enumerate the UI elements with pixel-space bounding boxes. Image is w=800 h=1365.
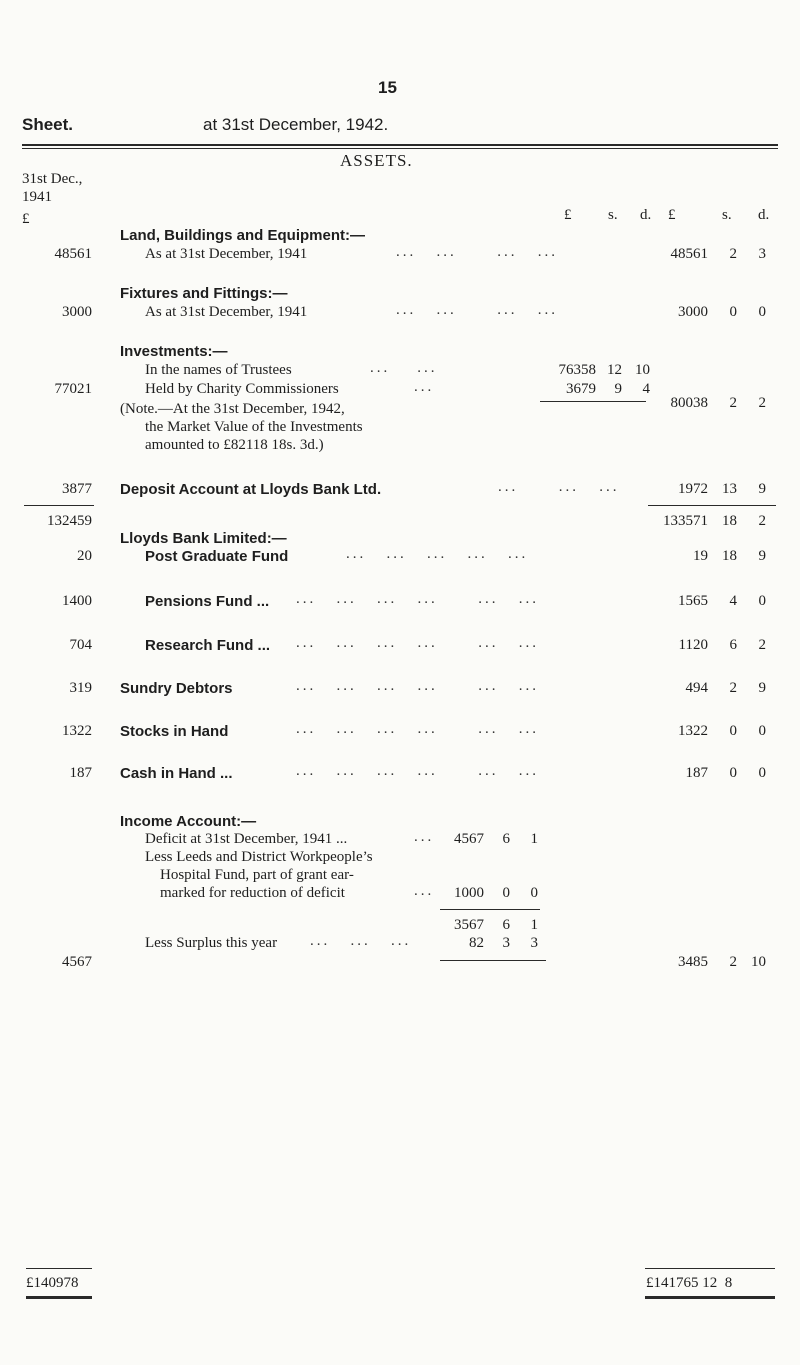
sundry-prior: 319 — [69, 680, 92, 696]
investments-heading: Investments:— — [120, 343, 228, 360]
fixtures-pence: 0 — [758, 304, 766, 320]
prior-grand-total: £140978 — [26, 1275, 79, 1291]
post-graduate-prior: 20 — [77, 548, 92, 564]
pensions-pounds: 1565 — [678, 593, 708, 609]
sundry-pence: 9 — [758, 680, 766, 696]
sundry-shillings: 2 — [729, 680, 737, 696]
cash-shillings: 0 — [729, 765, 737, 781]
mid-pound-heading: £ — [564, 207, 572, 223]
investments-rule — [540, 401, 646, 402]
income-less-pounds: 1000 — [454, 885, 484, 901]
pensions-shillings: 4 — [729, 593, 737, 609]
right-pound-heading: £ — [668, 207, 676, 223]
investments-note-line-2: the Market Value of the Investments — [145, 419, 363, 435]
investments-trustees-pence: 10 — [635, 362, 650, 378]
income-prior: 4567 — [62, 954, 92, 970]
fixtures-prior: 3000 — [62, 304, 92, 320]
cash-pence: 0 — [758, 765, 766, 781]
header-rule — [22, 144, 778, 146]
prior-year-heading: 31st Dec., — [22, 171, 83, 187]
stocks-shillings: 0 — [729, 723, 737, 739]
deposit-shillings: 13 — [722, 481, 737, 497]
income-deficit-label: Deficit at 31st December, 1941 ... — [145, 831, 348, 847]
research-pence: 2 — [758, 637, 766, 653]
income-less-line-3: marked for reduction of deficit — [160, 885, 345, 901]
stocks-prior: 1322 — [62, 723, 92, 739]
stocks-pence: 0 — [758, 723, 766, 739]
land-line: As at 31st December, 1941 — [145, 246, 308, 262]
investments-total-shillings: 2 — [729, 395, 737, 411]
right-shillings-heading: s. — [722, 207, 732, 223]
prior-total-rule-top — [26, 1268, 92, 1269]
research-prior: 704 — [69, 637, 92, 653]
sundry-label: Sundry Debtors — [120, 680, 233, 697]
income-heading: Income Account:— — [120, 813, 257, 830]
income-total-pounds: 3485 — [678, 954, 708, 970]
post-graduate-label: Post Graduate Fund — [145, 548, 289, 565]
investments-note-line-3: amounted to £82118 18s. 3d.) — [145, 437, 324, 453]
grand-total-rule-bottom — [645, 1296, 775, 1299]
prior-total-rule-bottom — [26, 1296, 92, 1299]
page-number: 15 — [378, 78, 397, 97]
subtotal-pence: 2 — [758, 513, 766, 529]
income-deficit-pence: 1 — [530, 831, 538, 847]
income-total-rule — [440, 960, 546, 961]
mid-pence-heading: d. — [640, 207, 652, 223]
sundry-pounds: 494 — [685, 680, 708, 696]
fixtures-heading: Fixtures and Fittings:— — [120, 285, 288, 302]
section-title: ASSETS. — [340, 151, 413, 170]
subtotal-prior: 132459 — [47, 513, 92, 529]
subtotal-shillings: 18 — [722, 513, 737, 529]
fixtures-pounds: 3000 — [678, 304, 708, 320]
income-net-rule — [440, 909, 540, 910]
income-deficit-pounds: 4567 — [454, 831, 484, 847]
investments-charity-label: Held by Charity Commissioners — [145, 381, 339, 397]
right-pence-heading: d. — [758, 207, 770, 223]
income-surplus-pounds: 82 — [469, 935, 484, 951]
income-total-shillings: 2 — [729, 954, 737, 970]
land-shillings: 2 — [729, 246, 737, 262]
income-deficit-shillings: 6 — [502, 831, 510, 847]
prior-subtotal-rule — [24, 505, 94, 506]
investments-note-line-1: (Note.—At the 31st December, 1942, — [120, 401, 345, 417]
income-less-pence: 0 — [530, 885, 538, 901]
land-pence: 3 — [758, 246, 766, 262]
deposit-pence: 9 — [758, 481, 766, 497]
post-graduate-pounds: 19 — [693, 548, 708, 564]
income-surplus-shillings: 3 — [502, 935, 510, 951]
cash-label: Cash in Hand ... — [120, 765, 233, 782]
income-net-pounds: 3567 — [454, 917, 484, 933]
research-pounds: 1120 — [678, 637, 708, 653]
sheet-title: Sheet. — [22, 115, 74, 134]
fixtures-shillings: 0 — [729, 304, 737, 320]
grand-total: £141765 12 8 — [646, 1275, 733, 1291]
grand-total-rule-top — [645, 1268, 775, 1269]
post-graduate-shillings: 18 — [722, 548, 737, 564]
research-label: Research Fund ... — [145, 637, 271, 654]
investments-total-pounds: 80038 — [670, 395, 708, 411]
deposit-pounds: 1972 — [678, 481, 708, 497]
subtotal-pounds: 133571 — [663, 513, 708, 529]
land-prior: 48561 — [54, 246, 92, 262]
investments-total-pence: 2 — [758, 395, 766, 411]
prior-year-heading-year: 1941 — [22, 189, 52, 205]
land-pounds: 48561 — [670, 246, 708, 262]
income-surplus-pence: 3 — [530, 935, 538, 951]
income-less-shillings: 0 — [502, 885, 510, 901]
sheet-subtitle: at 31st December, 1942. — [203, 115, 389, 134]
investments-prior: 77021 — [54, 381, 92, 397]
land-heading: Land, Buildings and Equipment:— — [120, 227, 365, 244]
income-net-pence: 1 — [530, 917, 538, 933]
mid-shillings-heading: s. — [608, 207, 618, 223]
investments-trustees-label: In the names of Trustees — [145, 362, 292, 378]
research-shillings: 6 — [729, 637, 737, 653]
cash-pounds: 187 — [685, 765, 708, 781]
income-less-line-2: Hospital Fund, part of grant ear- — [160, 867, 354, 883]
investments-trustees-shillings: 12 — [607, 362, 622, 378]
pensions-prior: 1400 — [62, 593, 92, 609]
fixtures-line: As at 31st December, 1941 — [145, 304, 308, 320]
deposit-prior: 3877 — [62, 481, 92, 497]
prior-year-currency: £ — [22, 211, 30, 227]
pensions-pence: 0 — [758, 593, 766, 609]
investments-charity-pounds: 3679 — [566, 381, 596, 397]
lloyds-heading: Lloyds Bank Limited:— — [120, 530, 287, 547]
investments-trustees-pounds: 76358 — [558, 362, 596, 378]
stocks-pounds: 1322 — [678, 723, 708, 739]
deposit-label: Deposit Account at Lloyds Bank Ltd. — [120, 481, 382, 498]
income-net-shillings: 6 — [502, 917, 510, 933]
subtotal-rule — [648, 505, 776, 506]
pensions-label: Pensions Fund ... — [145, 593, 270, 610]
income-total-pence: 10 — [751, 954, 766, 970]
income-less-line-1: Less Leeds and District Workpeople’s — [145, 849, 373, 865]
stocks-label: Stocks in Hand — [120, 723, 229, 740]
post-graduate-pence: 9 — [758, 548, 766, 564]
investments-charity-pence: 4 — [642, 381, 650, 397]
header-rule-thin — [22, 148, 778, 149]
income-surplus-label: Less Surplus this year — [145, 935, 278, 951]
investments-charity-shillings: 9 — [614, 381, 622, 397]
cash-prior: 187 — [69, 765, 92, 781]
